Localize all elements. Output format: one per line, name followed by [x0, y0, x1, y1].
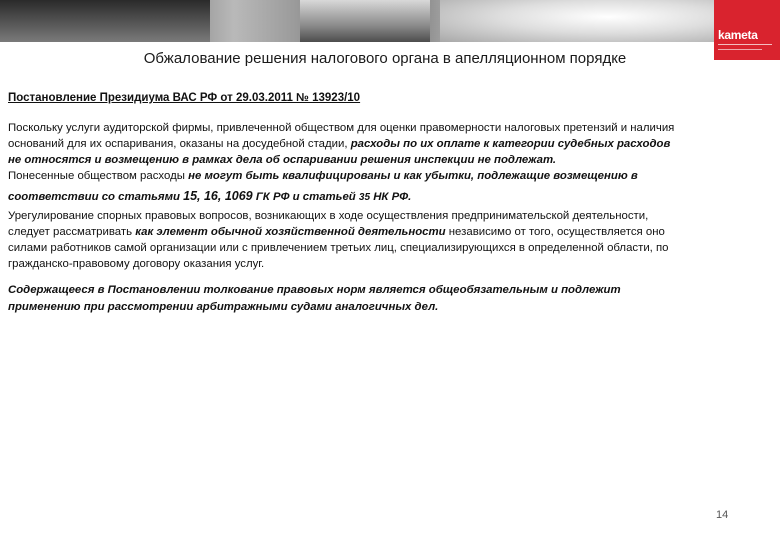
- text-run: гражданско-правовому договору оказания услуг.: [8, 258, 265, 270]
- body-line: [8, 120, 773, 136]
- body-line: [8, 240, 773, 256]
- banner-photo-left: [0, 0, 210, 42]
- text-run: оснований для их оспаривания, оказаны на досудебной стадии,: [8, 138, 348, 150]
- conclusion-line: применению при рассмотрении арбитражными судами аналогичных дел.: [8, 301, 439, 313]
- emphasis-run: ГК РФ и статьей: [255, 191, 356, 203]
- conclusion-line: Содержащееся в Постановлении толкование правовых норм является общеобязательным и подлежит: [8, 284, 621, 296]
- article-number: 35: [358, 192, 371, 203]
- text-run: силами работников самой организации или с привлечением третьих лиц, специализирующихся в определенной области, по: [8, 242, 669, 254]
- banner-photo-right: [440, 0, 720, 42]
- body-line: [8, 152, 773, 168]
- conclusion-text: [8, 282, 773, 316]
- emphasis-run: расходы по их оплате к категории судебных расходов: [350, 138, 671, 150]
- emphasis-run: соответствии со статьями: [8, 191, 180, 203]
- text-run: Понесенные обществом расходы: [8, 170, 185, 182]
- logo-text: kameta: [718, 28, 758, 42]
- text-run: независимо от того, осуществляется оно: [448, 226, 665, 238]
- body-line: [8, 208, 773, 224]
- text-run: следует рассматривать: [8, 226, 133, 238]
- page-number: 14: [716, 509, 729, 521]
- body-line: [8, 224, 773, 240]
- article-numbers: 15, 16, 1069: [183, 189, 253, 203]
- text-run: Урегулирование спорных правовых вопросов, возникающих в ходе осуществления предпринимательской деятельности,: [8, 210, 649, 222]
- emphasis-run: не относятся и возмещению в рамках дела об оспаривании решения инспекции не подлежат.: [8, 154, 557, 166]
- body-text: [8, 120, 773, 272]
- body-line: [8, 168, 773, 184]
- reference-heading: Постановление Президиума ВАС РФ от 29.03.2011 № 13923/10: [8, 92, 361, 104]
- body-line: [8, 136, 773, 152]
- body-line: [8, 256, 773, 272]
- emphasis-run: НК РФ.: [373, 191, 412, 203]
- body-line: [8, 184, 773, 208]
- logo-underline: [718, 44, 772, 45]
- banner-photo-building: [300, 0, 430, 42]
- text-run: Поскольку услуги аудиторской фирмы, привлеченной обществом для оценки правомерности налоговых претензий и наличия: [8, 122, 675, 134]
- emphasis-run: как элемент обычной хозяйственной деятельности: [135, 226, 446, 238]
- header-photo-banner: [0, 0, 780, 42]
- emphasis-run: не могут быть квалифицированы и как убытки, подлежащие возмещению в: [188, 170, 638, 182]
- slide-title: Обжалование решения налогового органа в апелляционном порядке: [143, 50, 627, 67]
